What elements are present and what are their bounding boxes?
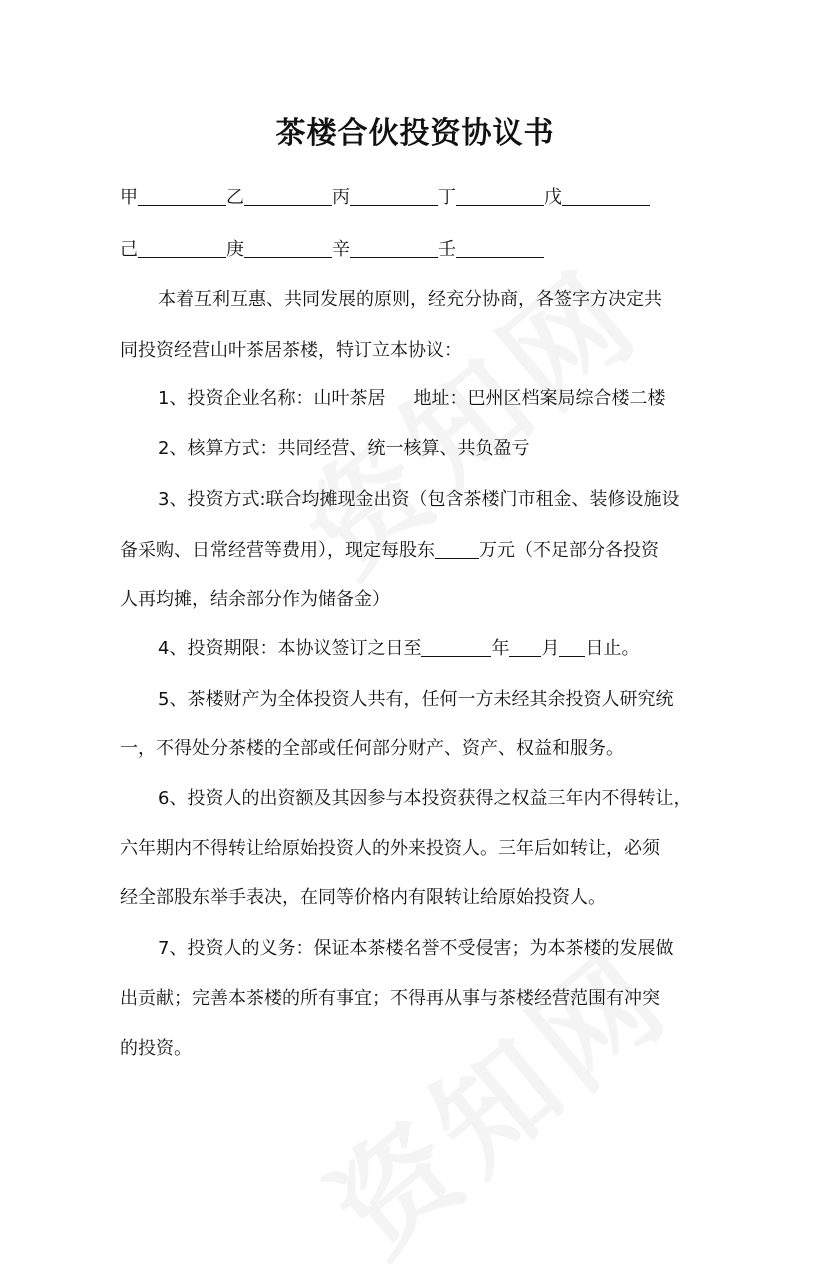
clause-6-line-3: 经全部股东举手表决，在同等价格内有限转让给原始投资人。 xyxy=(120,887,606,908)
signature-blank[interactable] xyxy=(138,187,226,206)
party-label: 甲 xyxy=(120,187,138,208)
clause-1 xyxy=(158,387,665,411)
party-label: 壬 xyxy=(438,239,456,260)
month-blank[interactable] xyxy=(509,638,541,657)
party-label: 乙 xyxy=(226,187,244,208)
clause-3-text: 备采购、日常经营等费用），现定每股东 xyxy=(120,540,435,561)
clause-5-line-1: 5、茶楼财产为全体投资人共有，任何一方未经其余投资人研究统 xyxy=(158,689,674,710)
clause-2: 2、核算方式：共同经营、统一核算、共负盈亏 xyxy=(158,438,530,459)
month-label: 月 xyxy=(541,638,560,659)
document-title: 茶楼合伙投资协议书 xyxy=(275,116,555,151)
party-label: 丙 xyxy=(332,187,350,208)
intro-line-2: 同投资经营山叶茶居茶楼，特订立本协议： xyxy=(120,340,462,361)
party-label: 己 xyxy=(120,239,138,260)
day-label: 日止。 xyxy=(585,638,640,659)
clause-7-line-2: 出贡献；完善本茶楼的所有事宜；不得再从事与茶楼经营范围有冲突 xyxy=(120,988,660,1009)
clause-6-line-2: 六年期内不得转让给原始投资人的外来投资人。三年后如转让，必须 xyxy=(120,838,660,859)
parties-row-1 xyxy=(120,186,650,210)
signature-blank[interactable] xyxy=(138,239,226,258)
parties-row-2 xyxy=(120,238,544,262)
watermark xyxy=(290,905,699,1287)
clause-7-line-3: 的投资。 xyxy=(120,1038,192,1059)
intro-line-1: 本着互利互惠、共同发展的原则，经充分协商，各签字方决定共 xyxy=(158,289,662,310)
clause-3-line-3: 人再均摊，结余部分作为储备金） xyxy=(120,589,390,610)
year-label: 年 xyxy=(491,638,510,659)
amount-blank[interactable] xyxy=(435,540,479,559)
clause-3-line-2 xyxy=(120,539,659,563)
clause-4-text: 4、投资期限：本协议签订之日至 xyxy=(158,638,422,659)
year-blank[interactable] xyxy=(421,638,491,657)
clause-1-name: 1、投资企业名称：山叶茶居 xyxy=(158,388,386,409)
signature-blank[interactable] xyxy=(244,187,332,206)
party-label: 辛 xyxy=(332,239,350,260)
clause-1-address: 地址：巴州区档案局综合楼二楼 xyxy=(413,388,666,409)
clause-5-line-2: 一，不得处分茶楼的全部或任何部分财产、资产、权益和服务。 xyxy=(120,738,624,759)
clause-3-line-1: 3、投资方式:联合均摊现金出资（包含茶楼门市租金、装修设施设 xyxy=(158,489,680,510)
signature-blank[interactable] xyxy=(456,239,544,258)
signature-blank[interactable] xyxy=(350,187,438,206)
clause-7-line-1: 7、投资人的义务：保证本茶楼名誉不受侵害；为本茶楼的发展做 xyxy=(158,938,674,959)
party-label: 丁 xyxy=(438,187,456,208)
clause-3-text: 万元（不足部分各投资 xyxy=(479,540,659,561)
clause-4 xyxy=(158,637,639,661)
party-label: 庚 xyxy=(226,239,244,260)
signature-blank[interactable] xyxy=(562,187,650,206)
day-blank[interactable] xyxy=(559,638,585,657)
party-label: 戊 xyxy=(544,187,562,208)
signature-blank[interactable] xyxy=(244,239,332,258)
signature-blank[interactable] xyxy=(350,239,438,258)
signature-blank[interactable] xyxy=(456,187,544,206)
clause-6-line-1: 6、投资人的出资额及其因参与本投资获得之权益三年内不得转让， xyxy=(158,788,692,809)
